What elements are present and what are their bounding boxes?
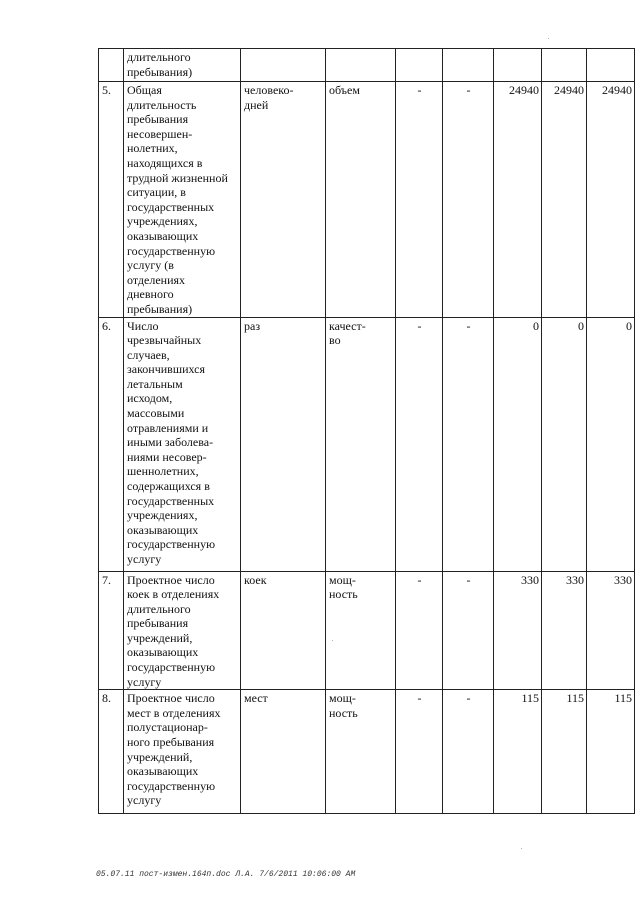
value-3-cell: 24940 — [494, 82, 542, 318]
value-4-cell: 0 — [542, 317, 587, 571]
value-2-cell: - — [443, 82, 494, 318]
row-number-cell — [99, 49, 124, 82]
table-row — [99, 82, 635, 318]
value-1-cell — [396, 49, 443, 82]
scan-speck — [332, 640, 333, 641]
value-4-cell — [542, 49, 587, 82]
value-4-cell: 115 — [542, 690, 587, 814]
table-row — [99, 49, 635, 82]
scan-speck — [521, 848, 522, 849]
indicator-type-cell: мощ- ность — [326, 571, 396, 690]
table-row — [99, 571, 635, 690]
indicator-name-cell: Проектное число коек в отделениях длительного пребывания учреждений, оказывающих государственную услугу — [124, 571, 241, 690]
indicator-type-cell: мощ- ность — [326, 690, 396, 814]
value-4-cell: 330 — [542, 571, 587, 690]
indicator-type-cell: качест- во — [326, 317, 396, 571]
unit-of-measure-cell: мест — [241, 690, 326, 814]
value-1-cell: - — [396, 690, 443, 814]
value-3-cell: 115 — [494, 690, 542, 814]
indicator-name-cell: длительного пребывания) — [124, 49, 241, 82]
value-5-cell: 0 — [587, 317, 635, 571]
indicator-name-cell: Число чрезвычайных случаев, закончившихся летальным исходом, массовыми отравлениями и иными заболева- ниями несовер- шеннолетних, содержащихся в государственных учреждениях, оказывающих государственную услугу — [124, 317, 241, 571]
unit-of-measure-cell: человеко- дней — [241, 82, 326, 318]
indicator-type-cell: объем — [326, 82, 396, 318]
value-1-cell: - — [396, 317, 443, 571]
value-5-cell: 115 — [587, 690, 635, 814]
row-number-cell: 7. — [99, 571, 124, 690]
indicator-type-cell — [326, 49, 396, 82]
value-3-cell: 330 — [494, 571, 542, 690]
value-5-cell: 24940 — [587, 82, 635, 318]
indicator-name-cell: Общая длительность пребывания несовершен- нолетних, находящихся в трудной жизненной ситуации, в государственных учреждениях, оказывающих государственную услугу (в отделениях дневного пребывания) — [124, 82, 241, 318]
unit-of-measure-cell — [241, 49, 326, 82]
value-1-cell: - — [396, 82, 443, 318]
table-row — [99, 690, 635, 814]
indicators-table — [98, 48, 635, 814]
value-4-cell: 24940 — [542, 82, 587, 318]
row-number-cell: 5. — [99, 82, 124, 318]
value-1-cell: - — [396, 571, 443, 690]
value-3-cell — [494, 49, 542, 82]
value-2-cell: - — [443, 571, 494, 690]
row-number-cell: 6. — [99, 317, 124, 571]
indicator-name-cell: Проектное число мест в отделениях полустационар- ного пребывания учреждений, оказывающих государственную услугу — [124, 690, 241, 814]
value-2-cell: - — [443, 690, 494, 814]
table-row — [99, 317, 635, 571]
document-footer: 05.07.11 пост-измен.164п.doc Л.А. 7/6/2011 10:06:00 AM — [96, 870, 356, 879]
value-2-cell — [443, 49, 494, 82]
unit-of-measure-cell: коек — [241, 571, 326, 690]
value-2-cell: - — [443, 317, 494, 571]
value-5-cell — [587, 49, 635, 82]
unit-of-measure-cell: раз — [241, 317, 326, 571]
value-3-cell: 0 — [494, 317, 542, 571]
row-number-cell: 8. — [99, 690, 124, 814]
scan-speck — [548, 38, 549, 39]
value-5-cell: 330 — [587, 571, 635, 690]
